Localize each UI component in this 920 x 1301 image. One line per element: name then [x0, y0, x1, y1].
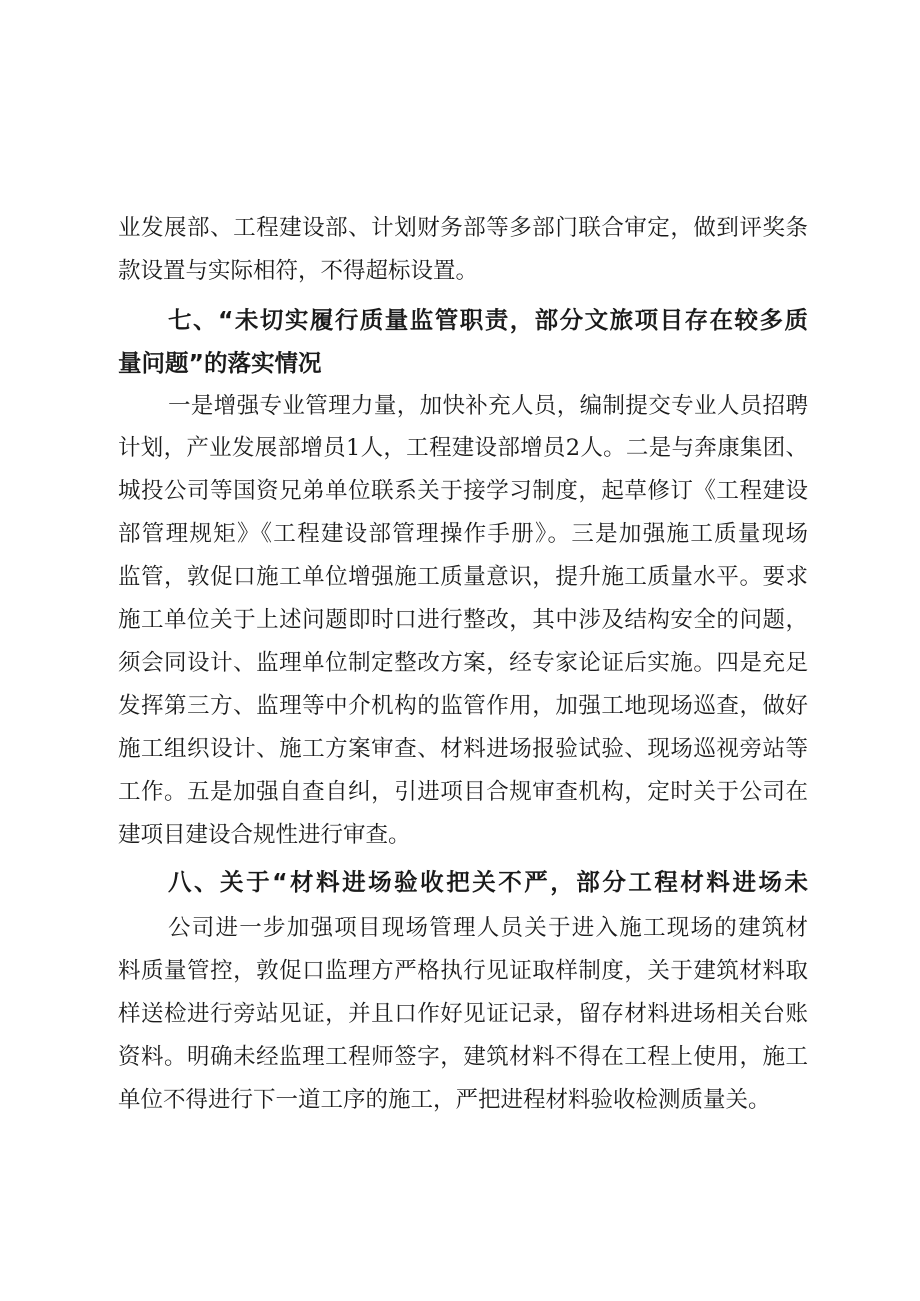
section-heading-8: 八、关于“材料进场验收把关不严，部分工程材料进场未 [168, 868, 808, 896]
paragraph-line: 资料。明确未经监理工程师签字，建筑材料不得在工程上使用，施工 [118, 1044, 808, 1070]
section-heading-7: 七、“未切实履行质量监管职责，部分文旅项目存在较多质 [168, 306, 808, 334]
paragraph-line: 监管，敦促口施工单位增强施工质量意识，提升施工质量水平。要求 [118, 564, 808, 590]
paragraph-line: 公司进一步加强项目现场管理人员关于进入施工现场的建筑材 [168, 915, 808, 941]
paragraph-line: 施工组织设计、施工方案审查、材料进场报验试验、现场巡视旁站等 [118, 736, 808, 762]
paragraph-line: 须会同设计、监理单位制定整改方案，经专家论证后实施。四是充足 [118, 650, 808, 676]
paragraph-line: 业发展部、工程建设部、计划财务部等多部门联合审定，做到评奖条 [118, 215, 808, 241]
paragraph-line: 工作。五是加强自查自纠，引进项目合规审查机构，定时关于公司在 [118, 779, 808, 805]
paragraph-line: 款设置与实际相符，不得超标设置。 [118, 258, 479, 284]
paragraph-line: 发挥第三方、监理等中介机构的监管作用，加强工地现场巡查，做好 [118, 693, 808, 719]
paragraph-line: 单位不得进行下一道工序的施工，严把进程材料验收检测质量关。 [118, 1087, 771, 1113]
paragraph-line: 建项目建设合规性进行审查。 [118, 822, 411, 848]
section-heading-7-cont: 量问题”的落实情况 [118, 349, 322, 377]
paragraph-line: 样送检进行旁站见证，并且口作好见证记录，留存材料进场相关台账 [118, 1001, 808, 1027]
paragraph-line: 一是增强专业管理力量，加快补充人员，编制提交专业人员招聘 [168, 393, 808, 419]
paragraph-line: 计划，产业发展部增员1人，工程建设部增员2人。二是与奔康集团、 [118, 435, 808, 461]
paragraph-line: 城投公司等国资兄弟单位联系关于接学习制度，起草修订《工程建设 [118, 478, 808, 504]
paragraph-line: 部管理规矩》《工程建设部管理操作手册》。三是加强施工质量现场 [118, 521, 808, 547]
paragraph-line: 料质量管控，敦促口监理方严格执行见证取样制度，关于建筑材料取 [118, 958, 808, 984]
paragraph-line: 施工单位关于上述问题即时口进行整改，其中涉及结构安全的问题， [118, 607, 808, 633]
